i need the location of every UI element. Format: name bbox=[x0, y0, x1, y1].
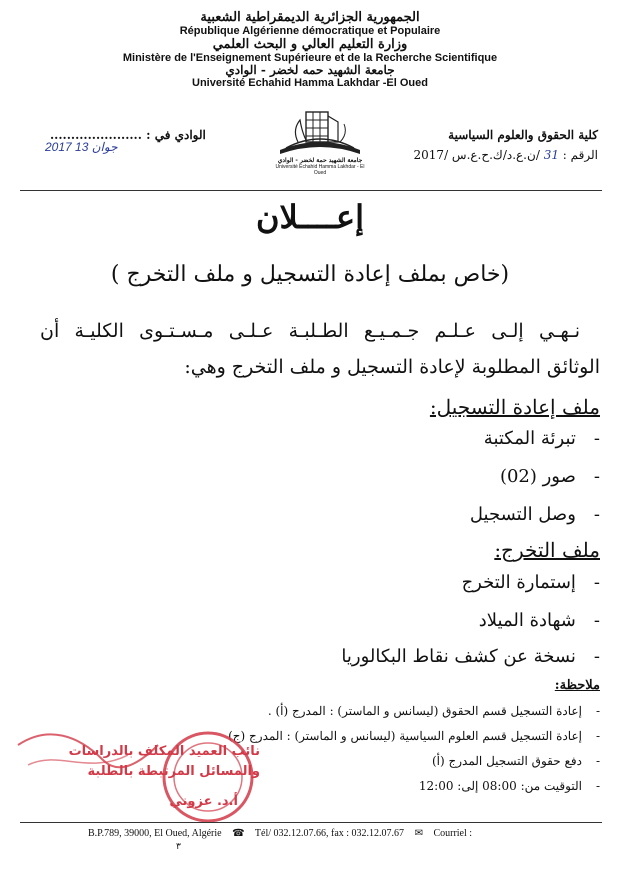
bullet-dash: - bbox=[593, 610, 600, 631]
section-heading-reregistration: ملف إعادة التسجيل: bbox=[429, 395, 600, 419]
list-item: -تبرئة المكتبة bbox=[483, 428, 600, 449]
body-line-2: الوثائق المطلوبة لإعادة التسجيل و ملف التخرج وهي: bbox=[184, 356, 600, 378]
list-item: -نسخة عن كشف نقاط البكالوريا bbox=[341, 646, 600, 667]
bullet-dash: - bbox=[593, 646, 600, 667]
bullet-dash: - bbox=[593, 428, 600, 449]
official-stamp bbox=[8, 705, 268, 825]
list-item: -شهادة الميلاد bbox=[478, 610, 600, 631]
footer-phone-fax: Tél/ 032.12.07.66, fax : 032.12.07.67 bbox=[254, 828, 405, 839]
header-divider bbox=[20, 190, 602, 191]
page-mark: ٣ bbox=[176, 842, 181, 852]
footer-mail: Courriel : bbox=[433, 828, 473, 839]
republic-ar: الجمهورية الجزائرية الديمقراطية الشعبية bbox=[200, 10, 420, 25]
bullet-dash: - bbox=[593, 466, 600, 487]
list-item: -وصل التسجيل bbox=[469, 504, 600, 525]
republic-fr: République Algérienne démocratique et Populaire bbox=[179, 25, 441, 37]
stamp-line-1: نائب العميد المكلف بالدراسات bbox=[68, 744, 260, 759]
ref-prefix: الرقم : bbox=[562, 148, 598, 162]
note-item: -التوقيت من: 08:00 إلى: 12:00 bbox=[418, 779, 600, 793]
reference-number bbox=[414, 148, 598, 162]
note-item: -إعادة التسجيل قسم الحقوق (ليسانس و الماستر) : المدرج (أ) . bbox=[267, 704, 600, 718]
ministry-ar: وزارة التعليم العالي و البحث العلمي bbox=[212, 37, 408, 52]
footer-contact bbox=[88, 828, 480, 839]
ref-number: 31 bbox=[543, 148, 559, 162]
page-title: إعــــلان bbox=[255, 198, 365, 236]
faculty-name: كلية الحقوق والعلوم السياسية bbox=[448, 128, 598, 142]
list-item: -إستمارة التخرج bbox=[461, 572, 600, 593]
place-date-label: الوادي في : ...................... bbox=[50, 128, 206, 142]
page-subtitle: (خاص بملف إعادة التسجيل و ملف التخرج ) bbox=[110, 262, 510, 287]
ministry-fr: Ministère de l'Enseignement Supérieure et de la Recherche Scientifique bbox=[122, 52, 498, 64]
section-heading-graduation: ملف التخرج: bbox=[494, 538, 600, 562]
logo-caption-ar: جامعة الشهيد حمة لخضر - الوادي bbox=[277, 157, 363, 164]
university-fr: Université Echahid Hamma Lakhdar -El Oued bbox=[192, 77, 428, 89]
stamp-line-3: أ.د. عزوني bbox=[169, 794, 238, 809]
footer-address: B.P.789, 39000, El Oued, Algérie bbox=[88, 828, 222, 839]
phone-icon: ☎ bbox=[232, 828, 245, 839]
university-ar: جامعة الشهيد حمه لخضر - الوادي bbox=[225, 63, 395, 77]
mail-icon: ✉ bbox=[414, 828, 423, 839]
stamp-line-2: والمسائل المرتبطة بالطلبة bbox=[87, 764, 260, 779]
logo-caption-fr: Université Echahid Hamma Lakhdar - El Oued bbox=[275, 164, 365, 176]
bullet-dash: - bbox=[593, 572, 600, 593]
body-line-1: نـهـي إلـى عـلـم جـمـيـع الطـلبـة عـلـى مـسـتـوى الكليـة أن bbox=[40, 320, 580, 342]
notes-heading: ملاحظة: bbox=[554, 678, 600, 693]
ref-suffix: /ن.ع.د/ك.ح.ع.س /2017 bbox=[413, 148, 540, 162]
footer-divider bbox=[20, 822, 602, 823]
handwritten-date: 2017 جوان 13 bbox=[45, 140, 118, 154]
note-item: -إعادة التسجيل قسم العلوم السياسية (ليسانس و الماستر) : المدرج (ج) bbox=[228, 729, 600, 743]
list-item: -صور (02) bbox=[499, 466, 600, 487]
note-item: -دفع حقوق التسجيل المدرج (أ) bbox=[431, 754, 600, 768]
bullet-dash: - bbox=[593, 504, 600, 525]
